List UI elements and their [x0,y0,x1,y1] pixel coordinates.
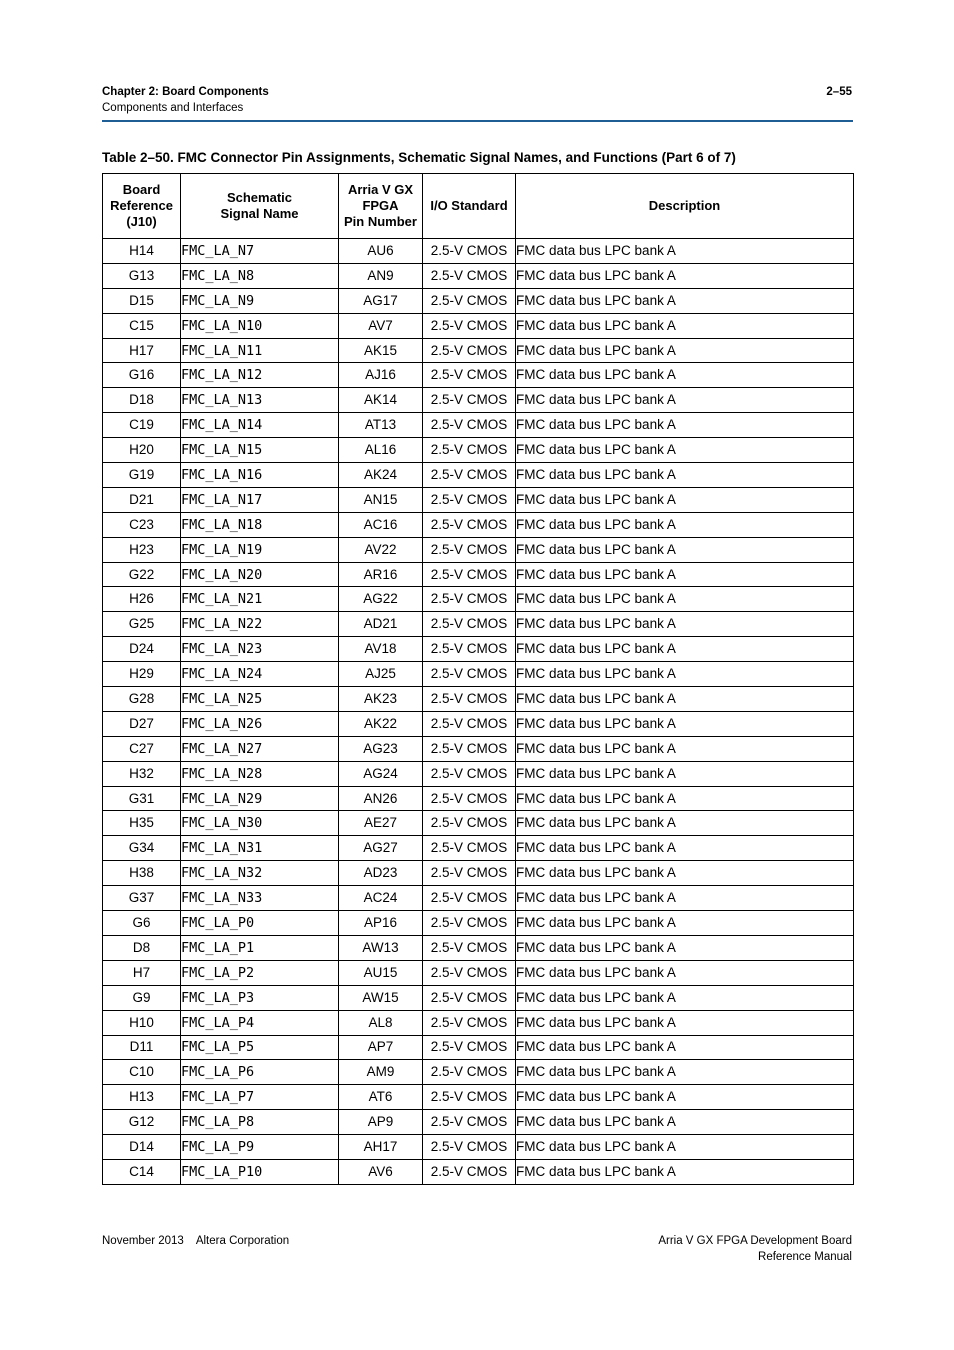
pin-number-cell: AK15 [339,338,423,363]
board-reference-cell: G16 [103,363,181,388]
signal-name-cell: FMC_LA_N23 [181,637,339,662]
signal-name-cell: FMC_LA_N22 [181,612,339,637]
table-row [103,1159,854,1184]
description-cell: FMC data bus LPC bank A [516,836,854,861]
table-row [103,836,854,861]
table-row [103,1035,854,1060]
description-cell: FMC data bus LPC bank A [516,935,854,960]
io-standard-cell: 2.5-V CMOS [423,1135,516,1160]
board-reference-cell: C14 [103,1159,181,1184]
pin-number-cell: AD23 [339,861,423,886]
table-row [103,612,854,637]
io-standard-cell: 2.5-V CMOS [423,886,516,911]
table-row [103,363,854,388]
io-standard-cell: 2.5-V CMOS [423,413,516,438]
pin-number-cell: AJ16 [339,363,423,388]
section-title: Components and Interfaces [102,102,244,114]
pin-number-cell: AN9 [339,263,423,288]
table-row [103,637,854,662]
chapter-title: Chapter 2: Board Components [102,86,269,98]
io-standard-cell: 2.5-V CMOS [423,537,516,562]
signal-name-cell: FMC_LA_N31 [181,836,339,861]
description-cell: FMC data bus LPC bank A [516,463,854,488]
board-reference-cell: C27 [103,736,181,761]
signal-name-cell: FMC_LA_P9 [181,1135,339,1160]
board-reference-cell: G28 [103,687,181,712]
board-reference-cell: D8 [103,935,181,960]
signal-name-cell: FMC_LA_N14 [181,413,339,438]
signal-name-cell: FMC_LA_P2 [181,960,339,985]
board-reference-cell: H26 [103,587,181,612]
signal-name-cell: FMC_LA_N15 [181,438,339,463]
running-header [102,84,269,116]
signal-name-cell: FMC_LA_N30 [181,811,339,836]
table-row [103,239,854,264]
description-cell: FMC data bus LPC bank A [516,1010,854,1035]
table-row [103,911,854,936]
signal-name-cell: FMC_LA_P8 [181,1110,339,1135]
table-row [103,338,854,363]
board-reference-cell: G12 [103,1110,181,1135]
io-standard-cell: 2.5-V CMOS [423,985,516,1010]
pin-number-cell: AG24 [339,761,423,786]
signal-name-cell: FMC_LA_N13 [181,388,339,413]
io-standard-cell: 2.5-V CMOS [423,587,516,612]
table-caption: Table 2–50. FMC Connector Pin Assignments, Schematic Signal Names, and Functions (Part 6 of 7) [102,150,736,165]
board-reference-cell: D18 [103,388,181,413]
description-cell: FMC data bus LPC bank A [516,786,854,811]
pin-number-cell: AU6 [339,239,423,264]
board-reference-cell: D11 [103,1035,181,1060]
pin-number-cell: AG22 [339,587,423,612]
table-row [103,1010,854,1035]
signal-name-cell: FMC_LA_N12 [181,363,339,388]
signal-name-cell: FMC_LA_N10 [181,313,339,338]
signal-name-cell: FMC_LA_N28 [181,761,339,786]
io-standard-cell: 2.5-V CMOS [423,637,516,662]
footer-date: November 2013 [102,1235,184,1247]
signal-name-cell: FMC_LA_P6 [181,1060,339,1085]
signal-name-cell: FMC_LA_N32 [181,861,339,886]
description-cell: FMC data bus LPC bank A [516,960,854,985]
board-reference-cell: H14 [103,239,181,264]
description-cell: FMC data bus LPC bank A [516,1135,854,1160]
description-cell: FMC data bus LPC bank A [516,886,854,911]
io-standard-cell: 2.5-V CMOS [423,935,516,960]
io-standard-cell: 2.5-V CMOS [423,263,516,288]
board-reference-cell: G37 [103,886,181,911]
description-cell: FMC data bus LPC bank A [516,587,854,612]
pin-number-cell: AJ25 [339,662,423,687]
signal-name-cell: FMC_LA_N7 [181,239,339,264]
description-cell: FMC data bus LPC bank A [516,911,854,936]
io-standard-cell: 2.5-V CMOS [423,288,516,313]
table-row [103,886,854,911]
io-standard-cell: 2.5-V CMOS [423,1110,516,1135]
pin-number-cell: AG23 [339,736,423,761]
signal-name-cell: FMC_LA_N26 [181,711,339,736]
signal-name-cell: FMC_LA_N24 [181,662,339,687]
table-row [103,587,854,612]
table-row [103,985,854,1010]
board-reference-cell: C10 [103,1060,181,1085]
description-cell: FMC data bus LPC bank A [516,313,854,338]
board-reference-cell: H35 [103,811,181,836]
table-row [103,1085,854,1110]
column-header-board-reference: Board Reference (J10) [103,174,181,239]
table-row [103,263,854,288]
pin-number-cell: AL16 [339,438,423,463]
io-standard-cell: 2.5-V CMOS [423,388,516,413]
description-cell: FMC data bus LPC bank A [516,487,854,512]
io-standard-cell: 2.5-V CMOS [423,487,516,512]
pin-number-cell: AG27 [339,836,423,861]
board-reference-cell: C23 [103,512,181,537]
table-row [103,786,854,811]
pin-number-cell: AW15 [339,985,423,1010]
io-standard-cell: 2.5-V CMOS [423,562,516,587]
pin-number-cell: AH17 [339,1135,423,1160]
pin-number-cell: AE27 [339,811,423,836]
board-reference-cell: G6 [103,911,181,936]
board-reference-cell: C15 [103,313,181,338]
page-number: 2–55 [826,86,852,98]
board-reference-cell: G34 [103,836,181,861]
description-cell: FMC data bus LPC bank A [516,263,854,288]
io-standard-cell: 2.5-V CMOS [423,861,516,886]
pin-number-cell: AL8 [339,1010,423,1035]
table-row [103,861,854,886]
io-standard-cell: 2.5-V CMOS [423,960,516,985]
pin-number-cell: AT13 [339,413,423,438]
board-reference-cell: H38 [103,861,181,886]
pin-number-cell: AT6 [339,1085,423,1110]
board-reference-cell: H17 [103,338,181,363]
board-reference-cell: C19 [103,413,181,438]
pin-number-cell: AK22 [339,711,423,736]
description-cell: FMC data bus LPC bank A [516,438,854,463]
board-reference-cell: H10 [103,1010,181,1035]
io-standard-cell: 2.5-V CMOS [423,1159,516,1184]
description-cell: FMC data bus LPC bank A [516,861,854,886]
board-reference-cell: D27 [103,711,181,736]
signal-name-cell: FMC_LA_N25 [181,687,339,712]
pin-number-cell: AV18 [339,637,423,662]
signal-name-cell: FMC_LA_N11 [181,338,339,363]
description-cell: FMC data bus LPC bank A [516,1035,854,1060]
board-reference-cell: H32 [103,761,181,786]
description-cell: FMC data bus LPC bank A [516,612,854,637]
signal-name-cell: FMC_LA_P3 [181,985,339,1010]
io-standard-cell: 2.5-V CMOS [423,736,516,761]
board-reference-cell: D24 [103,637,181,662]
board-reference-cell: G22 [103,562,181,587]
io-standard-cell: 2.5-V CMOS [423,811,516,836]
signal-name-cell: FMC_LA_N21 [181,587,339,612]
io-standard-cell: 2.5-V CMOS [423,687,516,712]
pin-assignment-table [102,173,854,1185]
table-row [103,463,854,488]
description-cell: FMC data bus LPC bank A [516,239,854,264]
signal-name-cell: FMC_LA_N8 [181,263,339,288]
signal-name-cell: FMC_LA_N9 [181,288,339,313]
pin-number-cell: AC24 [339,886,423,911]
signal-name-cell: FMC_LA_N19 [181,537,339,562]
signal-name-cell: FMC_LA_N16 [181,463,339,488]
description-cell: FMC data bus LPC bank A [516,711,854,736]
table-row [103,438,854,463]
board-reference-cell: G25 [103,612,181,637]
pin-number-cell: AW13 [339,935,423,960]
board-reference-cell: H7 [103,960,181,985]
signal-name-cell: FMC_LA_N33 [181,886,339,911]
description-cell: FMC data bus LPC bank A [516,811,854,836]
footer-right [658,1233,852,1265]
description-cell: FMC data bus LPC bank A [516,1085,854,1110]
pin-number-cell: AU15 [339,960,423,985]
pin-number-cell: AR16 [339,562,423,587]
io-standard-cell: 2.5-V CMOS [423,363,516,388]
signal-name-cell: FMC_LA_P4 [181,1010,339,1035]
pin-number-cell: AC16 [339,512,423,537]
signal-name-cell: FMC_LA_P7 [181,1085,339,1110]
table-row [103,487,854,512]
pin-number-cell: AV7 [339,313,423,338]
table-row [103,1135,854,1160]
footer-company: Altera Corporation [195,1235,290,1247]
description-cell: FMC data bus LPC bank A [516,388,854,413]
io-standard-cell: 2.5-V CMOS [423,662,516,687]
table-row [103,687,854,712]
board-reference-cell: G13 [103,263,181,288]
description-cell: FMC data bus LPC bank A [516,1060,854,1085]
io-standard-cell: 2.5-V CMOS [423,1085,516,1110]
pin-number-cell: AN15 [339,487,423,512]
column-header-description: Description [516,174,854,239]
board-reference-cell: H13 [103,1085,181,1110]
io-standard-cell: 2.5-V CMOS [423,463,516,488]
footer-doc-subtitle: Reference Manual [758,1251,852,1263]
io-standard-cell: 2.5-V CMOS [423,1060,516,1085]
description-cell: FMC data bus LPC bank A [516,761,854,786]
board-reference-cell: D21 [103,487,181,512]
footer-left [102,1233,289,1249]
table-header-row [103,174,854,239]
pin-number-cell: AP7 [339,1035,423,1060]
header-rule [102,120,853,122]
table-row [103,413,854,438]
board-reference-cell: H23 [103,537,181,562]
table-row [103,711,854,736]
table-row [103,1110,854,1135]
board-reference-cell: D15 [103,288,181,313]
io-standard-cell: 2.5-V CMOS [423,1035,516,1060]
column-header-io-standard: I/O Standard [423,174,516,239]
signal-name-cell: FMC_LA_N17 [181,487,339,512]
table-row [103,761,854,786]
description-cell: FMC data bus LPC bank A [516,1159,854,1184]
signal-name-cell: FMC_LA_P0 [181,911,339,936]
io-standard-cell: 2.5-V CMOS [423,711,516,736]
signal-name-cell: FMC_LA_N20 [181,562,339,587]
table-row [103,288,854,313]
table-row [103,662,854,687]
column-header-pin-number: Arria V GX FPGA Pin Number [339,174,423,239]
pin-number-cell: AD21 [339,612,423,637]
signal-name-cell: FMC_LA_N18 [181,512,339,537]
pin-number-cell: AM9 [339,1060,423,1085]
column-header-signal-name: Schematic Signal Name [181,174,339,239]
table-row [103,736,854,761]
description-cell: FMC data bus LPC bank A [516,562,854,587]
io-standard-cell: 2.5-V CMOS [423,836,516,861]
description-cell: FMC data bus LPC bank A [516,687,854,712]
pin-number-cell: AV6 [339,1159,423,1184]
table-row [103,562,854,587]
io-standard-cell: 2.5-V CMOS [423,761,516,786]
description-cell: FMC data bus LPC bank A [516,413,854,438]
table-row [103,512,854,537]
table-row [103,811,854,836]
table-row [103,313,854,338]
board-reference-cell: G19 [103,463,181,488]
io-standard-cell: 2.5-V CMOS [423,612,516,637]
io-standard-cell: 2.5-V CMOS [423,438,516,463]
board-reference-cell: G31 [103,786,181,811]
io-standard-cell: 2.5-V CMOS [423,786,516,811]
board-reference-cell: H29 [103,662,181,687]
board-reference-cell: G9 [103,985,181,1010]
table-row [103,1060,854,1085]
description-cell: FMC data bus LPC bank A [516,736,854,761]
description-cell: FMC data bus LPC bank A [516,512,854,537]
signal-name-cell: FMC_LA_P1 [181,935,339,960]
io-standard-cell: 2.5-V CMOS [423,313,516,338]
description-cell: FMC data bus LPC bank A [516,985,854,1010]
table-row [103,537,854,562]
description-cell: FMC data bus LPC bank A [516,288,854,313]
table-row [103,935,854,960]
pin-number-cell: AK24 [339,463,423,488]
table-row [103,388,854,413]
io-standard-cell: 2.5-V CMOS [423,911,516,936]
pin-number-cell: AK23 [339,687,423,712]
io-standard-cell: 2.5-V CMOS [423,239,516,264]
signal-name-cell: FMC_LA_N29 [181,786,339,811]
pin-number-cell: AN26 [339,786,423,811]
pin-number-cell: AK14 [339,388,423,413]
pin-number-cell: AP9 [339,1110,423,1135]
description-cell: FMC data bus LPC bank A [516,537,854,562]
description-cell: FMC data bus LPC bank A [516,662,854,687]
footer-doc-title: Arria V GX FPGA Development Board [658,1235,852,1247]
pin-number-cell: AP16 [339,911,423,936]
io-standard-cell: 2.5-V CMOS [423,512,516,537]
pin-number-cell: AV22 [339,537,423,562]
pin-number-cell: AG17 [339,288,423,313]
description-cell: FMC data bus LPC bank A [516,1110,854,1135]
board-reference-cell: H20 [103,438,181,463]
description-cell: FMC data bus LPC bank A [516,637,854,662]
table-row [103,960,854,985]
signal-name-cell: FMC_LA_N27 [181,736,339,761]
board-reference-cell: D14 [103,1135,181,1160]
io-standard-cell: 2.5-V CMOS [423,1010,516,1035]
signal-name-cell: FMC_LA_P5 [181,1035,339,1060]
io-standard-cell: 2.5-V CMOS [423,338,516,363]
description-cell: FMC data bus LPC bank A [516,363,854,388]
signal-name-cell: FMC_LA_P10 [181,1159,339,1184]
description-cell: FMC data bus LPC bank A [516,338,854,363]
